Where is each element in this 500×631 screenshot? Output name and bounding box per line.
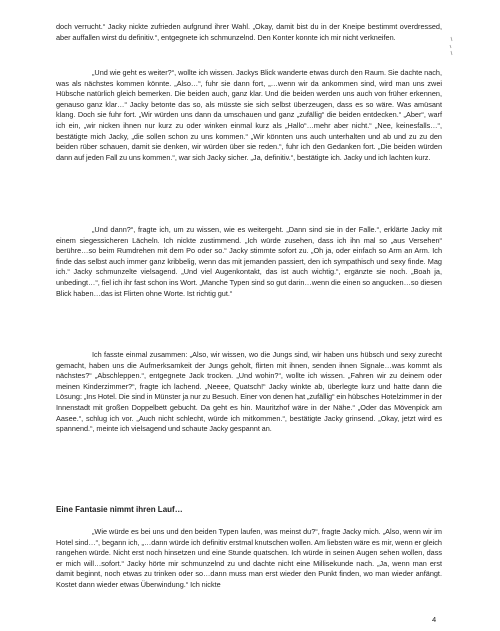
paragraph-2: „Und wie geht es weiter?“, wollte ich wissen. Jackys Blick wanderte etwas durch den Raum. Sie dachte nach, was als nächstes kommen könnte. „Also…“, fuhr sie dann fort, „…wenn wir da ankommen sind, wird man uns zwei Hübsche natürlich gleich bemerken. Die beiden auch, ganz klar. Und die beiden werden uns auch von früher erkennen, genauso ganz klar…“ Jacky betonte das so, als müsste sie sich selbst überzeugen, dass es so wäre. Was amüsant klang. Doch sie fuhr fort. „Wir würden uns dann da umschauen und ganz „zufällig“ die beiden entdecken.“ „Aber“, warf ich ein, „wir nicken ihnen nur kurz zu oder winken einmal kurz als „Hallo“…mehr aber nicht.“ „Nee, keinesfalls…“, bestätigte mich Jacky, „die sollen schon zu uns kommen.“ „Wir könnten uns auch unterhalten und ab und zu zu den beiden rüber schauen, damit sie denken, wir würden über sie reden.“, fuhr ich den Gedanken fort. „Die beiden würden dann auf jeden Fall zu uns kommen.“, war sich Jacky sicher. „Ja, definitiv.“, bestätigte ich. Jacky und ich lachten kurz.: [56, 68, 442, 162]
section-heading: Eine Fantasie nimmt ihren Lauf…: [56, 505, 183, 514]
margin-scribble-icon: [448, 36, 454, 56]
paragraph-3: „Und dann?“, fragte ich, um zu wissen, wie es weitergeht. „Dann sind sie in der Falle.“, erklärte Jacky mit einem siegessicheren Lächeln. Ich nickte zustimmend. „Ich würde zusehen, dass ich ihn mal so „aus Versehen“ berühre…so beim Rumdrehen mit dem Po oder so.“ Jacky stimmte sofort zu. „Oh ja, oder einfach so Arm an Arm. Ich finde das selbst auch immer ganz kribbelig, wenn das mit jemanden passiert, den ich sympathisch und sexy finde. Mag ich.“ Jacky schmunzelte vielsagend. „Und viel Augenkontakt, das ist auch wichtig.“, ergänzte sie noch. „Boah ja, unbedingt…“, fiel ich ihr fast schon ins Wort. „Manche Typen sind so gut darin…wenn die einen so angucken…so diesen Blick haben…das ist Flirten ohne Worte. Ist richtig gut.“: [56, 225, 442, 298]
paragraph-1: doch verrucht.“ Jacky nickte zufrieden aufgrund ihrer Wahl. „Okay, damit bist du in der Kneipe bestimmt overdressed, aber auffallen wirst du definitiv.“, entgegnete ich schmunzelnd. Den Konter konnte ich mir nicht verkneifen.: [56, 22, 442, 42]
paragraph-5: „Wie würde es bei uns und den beiden Typen laufen, was meinst du?“, fragte Jacky mich. „Also, wenn wir im Hotel sind…“, begann ich, „…dann würde ich definitiv erstmal knutschen wollen. Am liebsten wäre es mir, wenn er gleich rangehen würde. Nicht erst noch hinsetzen und eine Stunde quatschen. Ich würde in seinen Augen sehen wollen, dass er mich will…sofort.“ Jacky hörte mir schmunzelnd zu und dachte nicht eine Millisekunde nach. „Ja, wenn man erst damit beginnt, noch etwas zu trinken oder so…dann muss man erst wieder den Punkt finden, wo man wieder anfängt. Kostet dann wieder etwas Überwindung.“ Ich nickte: [56, 527, 442, 589]
page-number: 4: [432, 615, 437, 624]
paragraph-4: Ich fasste einmal zusammen: „Also, wir wissen, wo die Jungs sind, wir haben uns hübsch und sexy zurecht gemacht, haben uns die Aufmerksamkeit der Jungs geholt, flirten mit ihnen, senden ihnen Signale…was kommt als nächstes?“ „Abschleppen.“, entgegnete Jack trocken. „Und wohin?“, wollte ich wissen. „Fahren wir zu deinem oder meinen Kinderzimmer?“, fragte ich lachend. „Neeee, Quatsch!“ Jacky winkte ab, überlegte kurz und hatte dann die Lösung: „Ins Hotel. Die sind in Münster ja nur zu Besuch. Einer von denen hat „zufällig“ ein hübsches Hotelzimmer in der Innenstadt mit großen Doppelbett gebucht. Da geht es hin. Mauritzhof wäre in der Nähe.“ „Oder das Mövenpick am Aasee.“, schlug ich vor. „Auch nicht schlecht, würde ich mitkommen.“, bestätigte Jacky grinsend. „Okay, jetzt wird es spannend.“, meinte ich vielsagend und schaute Jacky gespannt an.: [56, 350, 442, 434]
